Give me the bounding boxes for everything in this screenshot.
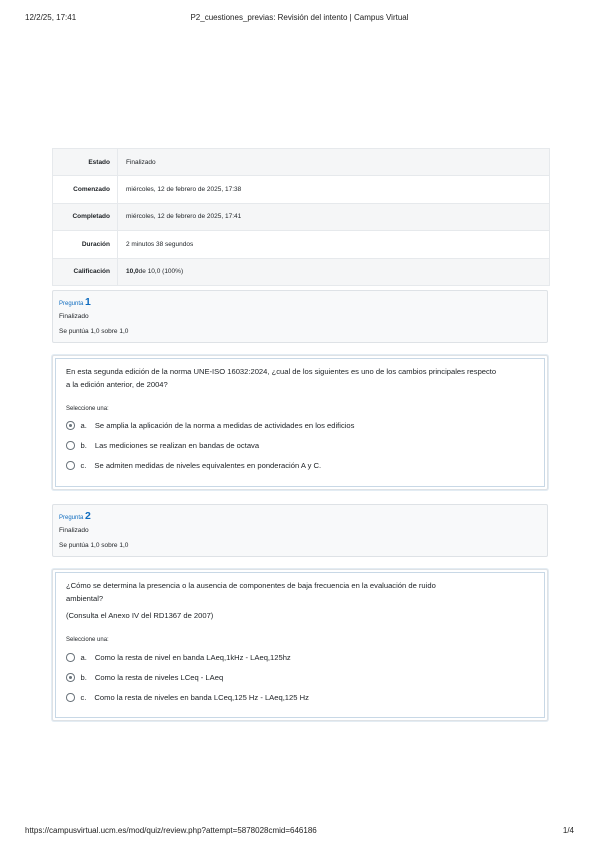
question-formulation: [55, 358, 545, 487]
question-text: [66, 365, 530, 391]
question-text-line: ¿Cómo se determina la presencia o la ausencia de componentes de baja frecuencia en la evaluación de ruido: [66, 581, 436, 590]
summary-row-grade: [53, 259, 549, 285]
question-text-line: ambiental?: [66, 594, 104, 603]
attempt-summary-table: [52, 148, 550, 286]
option-text: Se amplia la aplicación de la norma a medidas de actividades en los edificios: [94, 421, 355, 430]
radio-checked-icon[interactable]: [66, 673, 75, 682]
question-content-1: [52, 355, 548, 490]
question-text-line: a la edición anterior, de 2004?: [66, 380, 168, 389]
summary-label: Calificación: [73, 268, 110, 276]
radio-unchecked-icon[interactable]: [66, 693, 75, 702]
print-footer: [0, 826, 599, 838]
answer-option[interactable]: [66, 461, 321, 470]
question-formulation: [55, 572, 545, 718]
question-info-2: [52, 504, 548, 557]
radio-unchecked-icon[interactable]: [66, 441, 75, 450]
option-text: Como la resta de nivel en banda LAeq,1kHz - LAeq,125hz: [94, 653, 291, 662]
question-state: Finalizado: [59, 313, 89, 320]
summary-label: Completado: [72, 213, 110, 221]
print-page-title: P2_cuestiones_previas: Revisión del intento | Campus Virtual: [190, 13, 409, 22]
answer-option[interactable]: [66, 673, 223, 682]
summary-value: [117, 259, 183, 285]
answer-prompt: Seleccione una:: [66, 637, 109, 643]
print-url: https://campusvirtual.ucm.es/mod/quiz/review.php?attempt=5878028cmid=646186: [25, 826, 317, 835]
answer-prompt: Seleccione una:: [66, 406, 109, 412]
question-label: Pregunta: [59, 515, 84, 521]
question-grade: Se puntúa 1,0 sobre 1,0: [59, 328, 129, 335]
summary-label: Estado: [88, 158, 110, 166]
summary-value: 2 minutos 38 segundos: [117, 231, 193, 257]
option-letter: a.: [80, 421, 87, 430]
summary-value: Finalizado: [117, 149, 156, 175]
question-label: Pregunta: [59, 301, 84, 307]
question-number: [59, 296, 91, 308]
option-text: Se admiten medidas de niveles equivalentes en ponderación A y C.: [94, 461, 322, 470]
summary-value: miércoles, 12 de febrero de 2025, 17:41: [117, 204, 241, 230]
question-text-line: (Consulta el Anexo IV del RD1367 de 2007): [66, 611, 214, 620]
summary-row-started: [53, 176, 549, 203]
summary-value: miércoles, 12 de febrero de 2025, 17:38: [117, 176, 241, 202]
option-letter: c.: [80, 461, 87, 470]
summary-row-completed: [53, 204, 549, 231]
radio-checked-icon[interactable]: [66, 421, 75, 430]
question-text: [66, 579, 530, 622]
option-letter: c.: [80, 693, 87, 702]
answer-option[interactable]: [66, 441, 259, 450]
radio-unchecked-icon[interactable]: [66, 461, 75, 470]
option-text: Como la resta de niveles LCeq - LAeq: [94, 673, 224, 682]
question-number: [59, 510, 91, 522]
radio-unchecked-icon[interactable]: [66, 653, 75, 662]
option-letter: b.: [80, 441, 87, 450]
grade-score: 10,0: [126, 268, 139, 276]
summary-label: Comenzado: [73, 186, 110, 194]
summary-label: Duración: [81, 240, 110, 248]
answer-option[interactable]: [66, 653, 291, 662]
print-header: [0, 13, 599, 25]
answer-option[interactable]: [66, 693, 309, 702]
summary-row-duration: [53, 231, 549, 258]
question-state: Finalizado: [59, 527, 89, 534]
print-datetime: 12/2/25, 17:41: [25, 13, 77, 22]
option-text: Las mediciones se realizan en bandas de octava: [94, 441, 260, 450]
question-info-1: [52, 290, 548, 343]
question-grade: Se puntúa 1,0 sobre 1,0: [59, 542, 129, 549]
option-letter: b.: [80, 673, 87, 682]
option-letter: a.: [80, 653, 87, 662]
option-text: Como la resta de niveles en banda LCeq,125 Hz - LAeq,125 Hz: [94, 693, 309, 702]
question-content-2: [52, 569, 548, 721]
question-number-value: 1: [85, 296, 91, 308]
summary-row-state: [53, 149, 549, 176]
grade-total: de 10,0 (100%): [138, 268, 184, 276]
question-number-value: 2: [85, 510, 91, 522]
print-page-number: 1/4: [562, 826, 574, 835]
answer-option[interactable]: [66, 421, 354, 430]
question-text-line: En esta segunda edición de la norma UNE-ISO 16032:2024, ¿cual de los siguientes es uno de los cambios principales respecto: [66, 367, 497, 376]
